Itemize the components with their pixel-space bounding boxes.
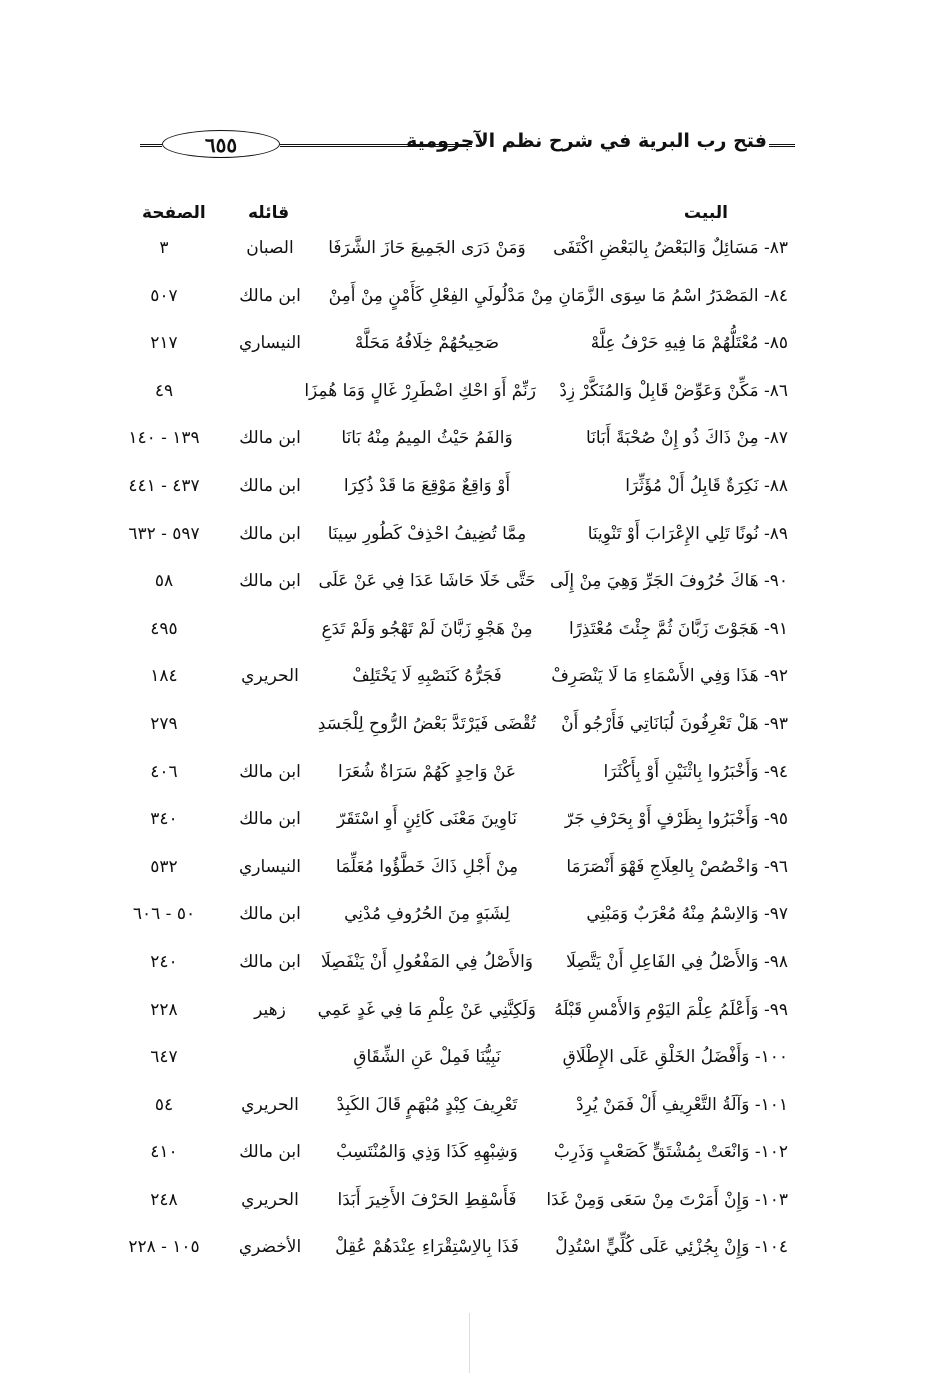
verse-second-hemistich: فَأَسْقِطِ الحَرْفَ الأَخِيرَ أَبَدَا — [337, 1189, 517, 1210]
verse-second-hemistich: تُقْضَى فَيَرْتَدَّ بَعْضُ الرُّوحِ لِلْجَسَدِ — [317, 713, 536, 734]
verse-page-ref: ٥٠ - ٦٠٦ — [132, 904, 196, 925]
verse-page-ref: ٤٠٦ — [150, 761, 178, 782]
verse-page-ref: ٥٣٢ — [150, 856, 178, 877]
verse-speaker: ابن مالك — [239, 1142, 301, 1163]
verse-first-hemistich: ٩٥- وَأَخْبَرُوا بِظَرْفٍ أَوْ بِحَرْفِ جَرّ — [564, 809, 788, 830]
verse-speaker: ابن مالك — [239, 904, 301, 925]
verse-second-hemistich: وَالأَصْلُ فِي المَفْعُولِ أَنْ يَنْفَصِلَا — [320, 951, 534, 972]
verse-first-hemistich: ٩٠- هَاكَ حُرُوفَ الجَرِّ وَهِيَ مِنْ إِلَى — [549, 571, 788, 592]
verse-page-ref: ٤٣٧ - ٤٤١ — [128, 475, 200, 496]
verse-second-hemistich: فَجَرُّهُ كَنَصْبِهِ لَا يَخْتَلِفْ — [352, 666, 502, 687]
verse-speaker: ابن مالك — [239, 428, 301, 449]
verse-page-ref: ٥٤ — [154, 1094, 174, 1115]
verse-first-hemistich: ١٠٢- وَانْعَتْ بِمُشْتَقٍّ كَصَعْبٍ وَذَرِبْ — [553, 1142, 788, 1163]
verse-speaker: ابن مالك — [239, 951, 301, 972]
verse-second-hemistich: صَحِيحُهُمْ خِلَافُهُ مَحَلَّهْ — [354, 333, 500, 354]
verse-first-hemistich: ٩٤- وَأَخْبَرُوا بِاثْنَيْنِ أَوْ بِأَكْثَرَا — [603, 761, 788, 782]
verse-first-hemistich: ٩٨- وَالأَصْلُ فِي الفَاعِلِ أَنْ يَتَّصِلَا — [566, 951, 788, 972]
verse-second-hemistich: وَمَنْ دَرَى الجَمِيعَ حَازَ الشَّرَفَا — [328, 238, 526, 258]
verse-speaker: ابن مالك — [239, 809, 301, 830]
verse-page-ref: ٥٨ — [154, 571, 174, 592]
verse-page-ref: ٦٤٧ — [150, 1047, 178, 1068]
verse-first-hemistich: ٩٧- وَالاِسْمُ مِنْهُ مُعْرَبٌ وَمَبْنِي — [586, 904, 788, 925]
verse-page-ref: ٢١٧ — [150, 333, 178, 354]
verse-first-hemistich: ٩٩- وَأَعْلَمُ عِلْمَ اليَوْمِ وَالأَمْسِ قَبْلَهُ — [554, 999, 788, 1020]
verse-page-ref: ٤٩ — [154, 380, 174, 401]
verse-second-hemistich: حَتَّى خَلَا حَاشَا عَدَا فِي عَنْ عَلَى — [318, 571, 536, 592]
table-row — [0, 323, 940, 371]
table-row — [0, 1037, 940, 1085]
verse-second-hemistich: مِمَّا تُضِيفُ احْذِفْ كَطُورِ سِينَا — [327, 523, 527, 544]
verse-first-hemistich: ٩١- هَجَوْتَ زَبَّانَ ثُمَّ جِئْتَ مُعْتَذِرًا — [568, 618, 788, 639]
verse-first-hemistich: ٨٤- المَصْدَرُ اسْمُ مَا سِوَى الزَّمَانِ مِنْ — [530, 285, 788, 306]
verse-second-hemistich: فَذَا بِالاِسْتِقْرَاءِ عِنْدَهُمْ عُقِلْ — [335, 1237, 519, 1258]
column-header-verse: البيت — [683, 203, 728, 223]
header-rule-middle — [280, 144, 472, 147]
verse-page-ref: ٢٧٩ — [150, 713, 178, 734]
table-row — [0, 514, 940, 562]
verse-first-hemistich: ١٠٣- وَإِنْ أَمَرْتَ مِنْ سَعَى وَمِنْ غَدَا — [546, 1189, 788, 1210]
page-number: ٦٥٥ — [162, 130, 280, 158]
verse-first-hemistich: ٩٣- هَلْ تَعْرِفُونَ لُبَانَاتِي فَأَرْجُو أَنْ — [561, 713, 788, 734]
verse-second-hemistich: وَشِبْهِهِ كَذَا وَذِي وَالمُنْتَسِبْ — [336, 1142, 518, 1163]
verse-page-ref: ٣ — [159, 238, 169, 258]
verse-page-ref: ٥٩٧ - ٦٣٢ — [128, 523, 200, 544]
verse-first-hemistich: ٨٧- مِنْ ذَاكَ ذُو إِنْ صُحْبَةً أَبَانَا — [586, 428, 788, 449]
verse-second-hemistich: عَنْ وَاحِدٍ كَهُمْ سَرَاةٌ شُعَرَا — [337, 761, 517, 782]
verse-second-hemistich: مَدْلُولَيِ الفِعْلِ كَأَمْنٍ مِنْ أَمِنْ — [328, 285, 526, 306]
table-row — [0, 1227, 940, 1275]
verse-first-hemistich: ٨٦- مَكِّنْ وَعَوِّضْ قَابِلْ وَالمُنَكَّرْ زِدْ — [559, 380, 788, 401]
verse-page-ref: ٢٤٨ — [150, 1189, 178, 1210]
table-row — [0, 609, 940, 657]
verse-first-hemistich: ٨٥- مُعْتَلُّهُمْ مَا فِيهِ حَرْفُ عِلَّهْ — [590, 333, 788, 354]
book-title: فتح رب البرية في شرح نظم الآجرومية — [406, 130, 767, 152]
verse-speaker: ابن مالك — [239, 285, 301, 306]
verse-first-hemistich: ٨٨- نَكِرَةٌ قَابِلُ أَلْ مُؤَثِّرَا — [625, 475, 788, 496]
verse-first-hemistich: ١٠٤- وَإِنْ بِجُزْئِي عَلَى كُلِّيٍّ اسْتُدِلْ — [555, 1237, 788, 1258]
verse-second-hemistich: تَعْرِيفَ كِبْدٍ مُبْهَمٍ قَالَ الكَبِدْ — [336, 1094, 518, 1115]
table-row — [0, 1132, 940, 1180]
header-rule-left — [140, 144, 162, 147]
verse-speaker: ابن مالك — [239, 761, 301, 782]
verse-speaker: الصبان — [246, 238, 294, 258]
table-row — [0, 466, 940, 514]
verse-second-hemistich: نَبِيُّنَا فَمِلْ عَنِ الشِّقَاقِ — [353, 1047, 501, 1068]
verse-speaker: ابن مالك — [239, 571, 301, 592]
scan-line — [469, 1313, 470, 1373]
table-row — [0, 371, 940, 419]
verse-second-hemistich: مِنْ هَجْوِ زَبَّانَ لَمْ تَهْجُو وَلَمْ تَدَعِ — [321, 618, 533, 639]
table-row — [0, 418, 940, 466]
verse-first-hemistich: ٨٩- نُونًا تَلِي الإِعْرَابَ أَوْ تَنْوِينَا — [587, 523, 788, 544]
verse-second-hemistich: نَاوِينَ مَعْنَى كَائِنٍ أَوِ اسْتَقَرّ — [337, 809, 517, 830]
table-row — [0, 1085, 940, 1133]
verse-page-ref: ٤١٠ — [150, 1142, 178, 1163]
verse-second-hemistich: وَالفَمُ حَيْثُ المِيمُ مِنْهُ بَانَا — [341, 428, 513, 449]
table-row — [0, 1180, 940, 1228]
verse-second-hemistich: وَلَكِنَّنِي عَنْ عِلْمِ مَا فِي غَدٍ عَمِي — [317, 999, 536, 1020]
verse-speaker: ابن مالك — [239, 523, 301, 544]
verse-speaker: النيساري — [238, 333, 302, 354]
verse-speaker: زهير — [254, 999, 286, 1020]
verse-speaker: الأخضري — [238, 1237, 302, 1258]
verse-first-hemistich: ٨٣- مَسَائِلٌ وَالبَعْضُ بِالبَعْضِ اكْتَفَى — [553, 238, 788, 258]
table-row — [0, 752, 940, 800]
table-row — [0, 942, 940, 990]
verse-page-ref: ١٣٩ - ١٤٠ — [128, 428, 200, 449]
verse-speaker: الحريري — [241, 1189, 299, 1210]
verse-first-hemistich: ١٠١- وَآلَةُ التَّعْرِيفِ أَلْ فَمَنْ يُرِدْ — [576, 1094, 788, 1115]
verse-speaker: الحريري — [241, 1094, 299, 1115]
table-row — [0, 276, 940, 324]
table-row — [0, 228, 940, 276]
table-row — [0, 799, 940, 847]
verse-speaker: النيساري — [238, 856, 302, 877]
verse-speaker: الحريري — [241, 666, 299, 687]
table-row — [0, 847, 940, 895]
verse-first-hemistich: ٩٦- وَاخْصُصْ بِالعِلَاجِ فَهْوَ أَنْصَرَمَا — [566, 856, 788, 877]
verse-page-ref: ٢٤٠ — [150, 951, 178, 972]
table-row — [0, 990, 940, 1038]
verse-first-hemistich: ١٠٠- وَأَفْضَلُ الخَلْقِ عَلَى الإِطْلَاقِ — [562, 1047, 788, 1068]
verse-index-table — [0, 228, 940, 1275]
table-row — [0, 704, 940, 752]
verse-second-hemistich: مِنْ أَجْلِ ذَاكَ خَطَّؤُوا مُعَلِّمَا — [335, 856, 519, 877]
verse-speaker: ابن مالك — [239, 475, 301, 496]
verse-page-ref: ١٨٤ — [150, 666, 178, 687]
verse-page-ref: ٥٠٧ — [150, 285, 178, 306]
verse-first-hemistich: ٩٢- هَذَا وَفِي الأَسْمَاءِ مَا لَا يَنْصَرِفْ — [551, 666, 788, 687]
column-header-page: الصفحة — [142, 203, 206, 223]
verse-page-ref: ٣٤٠ — [150, 809, 178, 830]
table-row — [0, 656, 940, 704]
verse-second-hemistich: أَوْ وَاقِعٌ مَوْقِعَ مَا قَدْ ذُكِرَا — [343, 475, 511, 496]
column-header-speaker: قائله — [248, 203, 290, 223]
table-row — [0, 894, 940, 942]
verse-second-hemistich: رَنِّمْ أَوَ احْكِ اضْطَرِرْ غَالٍ وَمَا هُمِزَا — [304, 380, 536, 401]
verse-page-ref: ١٠٥ - ٢٢٨ — [128, 1237, 200, 1258]
header-rule-right — [769, 144, 795, 147]
verse-second-hemistich: لِشَبَهٍ مِنَ الحُرُوفِ مُدْنِي — [344, 904, 510, 925]
table-row — [0, 561, 940, 609]
running-header — [140, 128, 795, 162]
verse-page-ref: ٤٩٥ — [150, 618, 178, 639]
verse-page-ref: ٢٢٨ — [150, 999, 178, 1020]
